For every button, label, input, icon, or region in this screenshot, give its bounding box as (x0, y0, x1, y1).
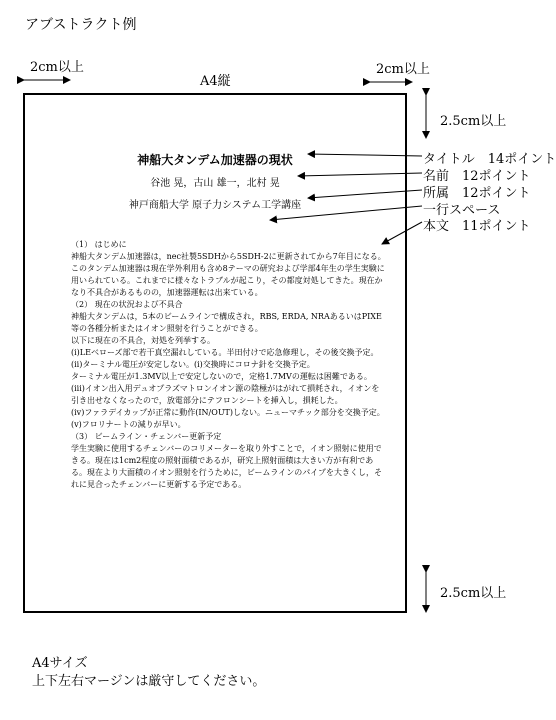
affiliation-font-annotation: 所属 12ポイント (423, 186, 531, 201)
name-font-annotation: 名前 12ポイント (423, 169, 531, 184)
title-pointer-arrow (308, 154, 422, 156)
left-margin-label: 2cm以上 (30, 60, 84, 75)
sample-affiliation: 神戸商船大学 原子力システム工学講座 (128, 200, 302, 211)
paper-size-label: A4縦 (200, 74, 231, 89)
sample-body-text: （1） はじめに 神船大タンデム加速器は，nec社製5SDHから5SDH-2に更新されてから7年目になる。このタンデム加速器は現在学外利用も含め8テーマの研究および学部4年生の学生実験に用いられている。これまでに様々なトラブルが起こり，その都度対処してきた。現在かなり不具合があるものの，加速器運転は出来ている。 （2） 現在の状況および不具合 神船大タンデムは，5本のビームラインで構成され，RBS, ERDA, NRAあるいはPIXE等の各種分析またはイオン照射を行うことができる。 以下に現在の不具合，対処を列挙する。 (i)LEベローズ部で若干真空漏れしている。半田付けで応急修理し，その後交換予定。 (ii)ターミナル電圧が安定しない。(i)交換時にコロナ針を交換予定。 ターミナル電圧が1.3MV以上で安定しないので，定格1.7MVの運転は困難である。 (iii)イオン出入用デュオプラズマトロンイオン源の陰極がはがれて損耗され，イオンを引き出せなくなったので，放電部分にテフロンシートを挿入し，損耗した。 (iv)ファラデイカップが正常に動作(IN/OUT)しない。ニューマチック部分を交換予定。 (v)フロリナートの減りが早い。 （3） ビームライン・チェンバー更新予定 学生実験に使用するチェンバーのコリメーターを取り外すことで，イオン照射に使用できる。現在は1cm2程度の照射面積であるが，研究上照射面積は大きい方が有利である。現在より大面積のイオン照射を行うために，ビームラインのパイプを大きくし，それに見合ったチェンバーに更新する予定である。 (71, 240, 386, 489)
bottom-margin-label: 2.5cm以上 (440, 586, 507, 601)
body-pointer-arrow (382, 222, 422, 244)
page-title: アブストラクト例 (25, 17, 137, 33)
name-pointer-arrow (298, 173, 422, 176)
footer-margin-note: 上下左右マージンは厳守してください。 (32, 674, 266, 689)
sample-paper-title: 神船大タンデム加速器の現状 (137, 153, 293, 167)
top-margin-label: 2.5cm以上 (440, 114, 507, 129)
sample-author-names: 谷池 晃，古山 雄一，北村 晃 (150, 178, 280, 189)
footer-size-note: A4サイズ (32, 656, 88, 671)
title-font-annotation: タイトル 14ポイント (423, 152, 556, 167)
right-margin-label: 2cm以上 (376, 62, 430, 77)
affiliation-pointer-arrow (308, 190, 422, 198)
body-font-annotation: 本文 11ポイント (423, 219, 531, 234)
blank-line-pointer-arrow (270, 206, 422, 220)
blank-line-annotation: 一行スペース (423, 203, 501, 218)
